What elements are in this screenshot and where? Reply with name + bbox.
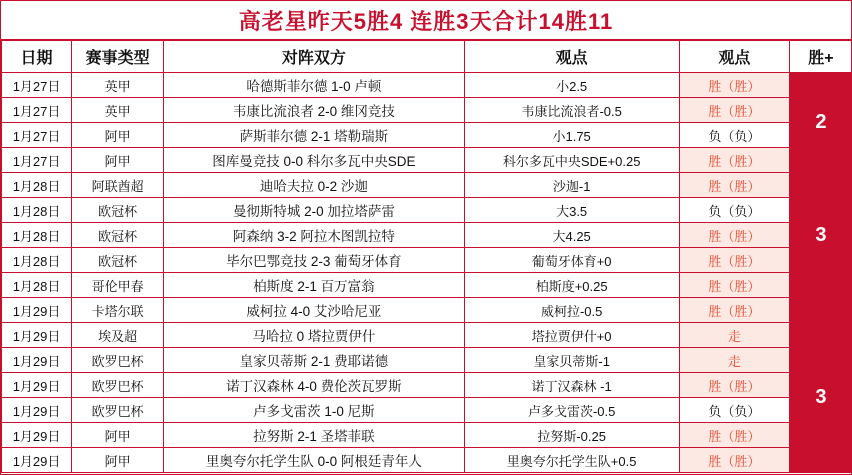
cell-match: 威柯拉 4-0 艾沙哈尼亚 [164,298,464,323]
cell-view: 韦康比流浪者-0.5 [464,98,679,123]
cell-date: 1月27日 [2,98,72,123]
cell-view: 卢多戈雷茨-0.5 [464,398,679,423]
cell-type: 欧罗巴杯 [72,348,164,373]
table-row [2,223,852,248]
page-title: 高老星昨天5胜4 连胜3天合计14胜11 [238,8,614,34]
header-row [2,41,852,73]
cell-date: 1月29日 [2,398,72,423]
cell-date: 1月29日 [2,423,72,448]
cell-view: 大3.5 [464,198,679,223]
cell-date: 1月28日 [2,223,72,248]
table-row [2,373,852,398]
cell-match: 里奥夸尔托学生队 0-0 阿根廷青年人 [164,448,464,473]
cell-date: 1月28日 [2,198,72,223]
status-badge: 胜（胜） [679,248,789,273]
table-row [2,98,852,123]
cell-match: 图库曼竞技 0-0 科尔多瓦中央SDE [164,148,464,173]
status-badge: 胜（胜） [679,373,789,398]
cell-streak: 3 [789,173,851,298]
table-row [2,123,852,148]
cell-view: 葡萄牙体育+0 [464,248,679,273]
cell-type: 欧冠杯 [72,198,164,223]
table-row [2,398,852,423]
predictions-table [1,40,851,473]
cell-type: 阿甲 [72,123,164,148]
cell-date: 1月28日 [2,173,72,198]
cell-view: 小2.5 [464,73,679,98]
table-row [2,73,852,98]
table-row [2,348,852,373]
cell-match: 拉努斯 2-1 圣塔菲联 [164,423,464,448]
status-badge: 胜（胜） [679,173,789,198]
status-badge: 负（负） [679,123,789,148]
cell-type: 阿甲 [72,448,164,473]
table-row [2,323,852,348]
cell-match: 韦康比流浪者 2-0 维冈竞技 [164,98,464,123]
table-row [2,198,852,223]
cell-type: 哥伦甲春 [72,273,164,298]
cell-view: 里奥夸尔托学生队+0.5 [464,448,679,473]
cell-match: 萨斯菲尔德 2-1 塔勒瑞斯 [164,123,464,148]
cell-date: 1月28日 [2,248,72,273]
status-badge: 走 [679,323,789,348]
table-row [2,423,852,448]
cell-type: 英甲 [72,73,164,98]
status-badge: 胜（胜） [679,273,789,298]
table-row [2,248,852,273]
cell-type: 欧罗巴杯 [72,398,164,423]
table-header [2,41,852,73]
cell-match: 卢多戈雷茨 1-0 尼斯 [164,398,464,423]
cell-type: 欧冠杯 [72,248,164,273]
cell-match: 哈德斯菲尔德 1-0 卢顿 [164,73,464,98]
cell-streak: 3 [789,323,851,473]
cell-streak: 2 [789,73,851,173]
cell-type: 英甲 [72,98,164,123]
cell-match: 诺丁汉森林 4-0 费伦茨瓦罗斯 [164,373,464,398]
cell-date: 1月27日 [2,73,72,98]
cell-type: 阿联酋超 [72,173,164,198]
cell-match: 迪哈夫拉 0-2 沙迦 [164,173,464,198]
cell-date: 1月29日 [2,348,72,373]
title-bar [1,1,851,40]
status-badge: 胜（胜） [679,423,789,448]
table-row [2,273,852,298]
cell-view: 小1.75 [464,123,679,148]
column-header-match: 对阵双方 [164,41,464,73]
cell-type: 欧罗巴杯 [72,373,164,398]
table-row [2,148,852,173]
column-header-date: 日期 [2,41,72,73]
status-badge: 胜（胜） [679,448,789,473]
column-header-type: 赛事类型 [72,41,164,73]
table-row [2,173,852,198]
cell-type: 欧冠杯 [72,223,164,248]
cell-view: 威柯拉-0.5 [464,298,679,323]
cell-view: 柏斯度+0.25 [464,273,679,298]
status-badge: 走 [679,348,789,373]
cell-type: 阿甲 [72,423,164,448]
cell-match: 皇家贝蒂斯 2-1 费耶诺德 [164,348,464,373]
status-badge: 负（负） [679,198,789,223]
cell-date: 1月27日 [2,123,72,148]
cell-view: 皇家贝蒂斯-1 [464,348,679,373]
cell-view: 拉努斯-0.25 [464,423,679,448]
cell-date: 1月29日 [2,323,72,348]
table-body [2,73,852,473]
cell-match: 阿森纳 3-2 阿拉木图凯拉特 [164,223,464,248]
cell-date: 1月29日 [2,373,72,398]
cell-match: 曼彻斯特城 2-0 加拉塔萨雷 [164,198,464,223]
status-badge: 胜（胜） [679,98,789,123]
cell-date: 1月29日 [2,298,72,323]
cell-date: 1月27日 [2,148,72,173]
column-header-streak: 胜+ [789,41,851,73]
status-badge: 胜（胜） [679,223,789,248]
cell-view: 沙迦-1 [464,173,679,198]
cell-date: 1月29日 [2,448,72,473]
cell-view: 诺丁汉森林 -1 [464,373,679,398]
status-badge: 负（负） [679,398,789,423]
cell-date: 1月28日 [2,273,72,298]
table-row [2,298,852,323]
status-badge: 胜（胜） [679,73,789,98]
cell-match: 柏斯度 2-1 百万富翁 [164,273,464,298]
column-header-view: 观点 [464,41,679,73]
table-scroll-area [1,40,851,474]
cell-match: 马哈拉 0 塔拉贾伊什 [164,323,464,348]
cell-match: 毕尔巴鄂竞技 2-3 葡萄牙体育 [164,248,464,273]
cell-view: 塔拉贾伊什+0 [464,323,679,348]
table-row [2,448,852,473]
status-badge: 胜（胜） [679,148,789,173]
status-badge: 胜（胜） [679,298,789,323]
cell-type: 阿甲 [72,148,164,173]
cell-streak [789,298,851,323]
cell-type: 卡塔尔联 [72,298,164,323]
cell-type: 埃及超 [72,323,164,348]
cell-view: 科尔多瓦中央SDE+0.25 [464,148,679,173]
cell-view: 大4.25 [464,223,679,248]
column-header-result: 观点 [679,41,789,73]
